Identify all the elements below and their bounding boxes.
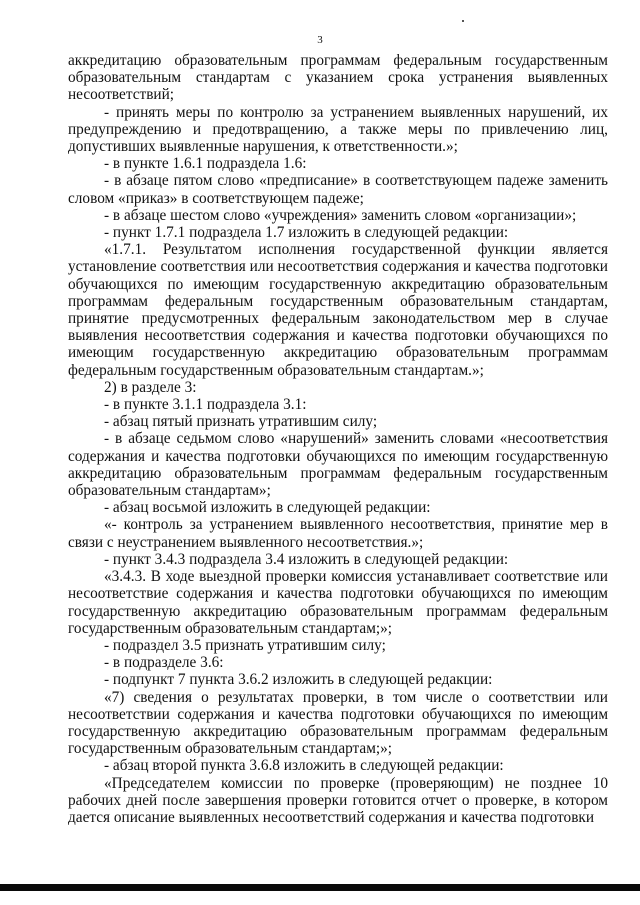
- paragraph: - в пункте 3.1.1 подраздела 3.1:: [104, 396, 307, 414]
- paragraph: «- контроль за устранением выявленного несоответствия, принятие мер в связи с неустранением выявленного несоответствия.»;: [68, 516, 608, 551]
- paragraph: - абзац пятый признать утратившим силу;: [104, 413, 378, 431]
- paragraph: - пункт 3.4.3 подраздела 3.4 изложить в следующей редакции:: [104, 550, 509, 568]
- paragraph: - принять меры по контролю за устранением выявленных нарушений, их предупреждению и предотвращению, а также меры по привлечению лиц, допустивших выявленные нарушения, к ответственности.»;: [68, 103, 608, 156]
- paragraph: - подпункт 7 пункта 3.6.2 изложить в следующей редакции:: [104, 671, 493, 689]
- paragraph: - подраздел 3.5 признать утратившим силу;: [104, 636, 386, 654]
- document-body: [68, 52, 608, 826]
- paragraph: «Председателем комиссии по проверке (проверяющим) не позднее 10 рабочих дней после завершения проверки готовится отчет о проверке, в котором дается описание выявленных несоответствий содержания и качества подготовки: [68, 774, 608, 826]
- scan-speck: [462, 20, 464, 22]
- paragraph: - в абзаце седьмом слово «нарушений» заменить словами «несоответствия содержания и качества подготовки обучающихся по имеющим государственную аккредитацию образовательным программам федеральным государственным образовательным стандартам»;: [68, 430, 608, 500]
- paragraph: «1.7.1. Результатом исполнения государственной функции является установление соответствия или несоответствия содержания и качества подготовки обучающихся по имеющим государственную аккредитацию образовательным программам федеральным государственным образовательным стандартам, принятие предусмотренных федеральным законодательством мер в случае выявления несоответствия содержания и качества подготовки обучающихся по имеющим государственную аккредитацию образовательным программам федеральным государственным образовательным стандартам.»;: [68, 241, 608, 379]
- paragraph: аккредитацию образовательным программам федеральным государственным образовательным стандартам с указанием срока устранения выявленных несоответствий;: [68, 52, 608, 104]
- paragraph: - в абзаце пятом слово «предписание» в соответствующем падеже заменить словом «приказ» в соответствующем падеже;: [68, 172, 608, 207]
- paragraph: 2) в разделе 3:: [104, 378, 197, 396]
- paragraph: - абзац второй пункта 3.6.8 изложить в следующей редакции:: [104, 757, 504, 775]
- paragraph: - пункт 1.7.1 подраздела 1.7 изложить в следующей редакции:: [104, 224, 509, 242]
- page-number: 3: [317, 34, 323, 46]
- paragraph: - абзац восьмой изложить в следующей редакции:: [104, 499, 431, 517]
- paragraph: - в подразделе 3.6:: [104, 654, 224, 672]
- paragraph: «3.4.3. В ходе выездной проверки комиссия устанавливает соответствие или несоответствие содержания и качества подготовки обучающихся по имеющим государственную аккредитацию образовательным программам федеральным государственным образовательным стандартам;»;: [68, 568, 608, 637]
- scan-edge-bar: [0, 884, 640, 891]
- paragraph: «7) сведения о результатах проверки, в том числе о соответствии или несоответствии содержания и качества подготовки обучающихся по имеющим государственную аккредитацию образовательным программам федеральным государственным образовательным стандартам;»;: [68, 688, 608, 758]
- paragraph: - в абзаце шестом слово «учреждения» заменить словом «организации»;: [104, 206, 577, 224]
- paragraph: - в пункте 1.6.1 подраздела 1.6:: [104, 155, 307, 173]
